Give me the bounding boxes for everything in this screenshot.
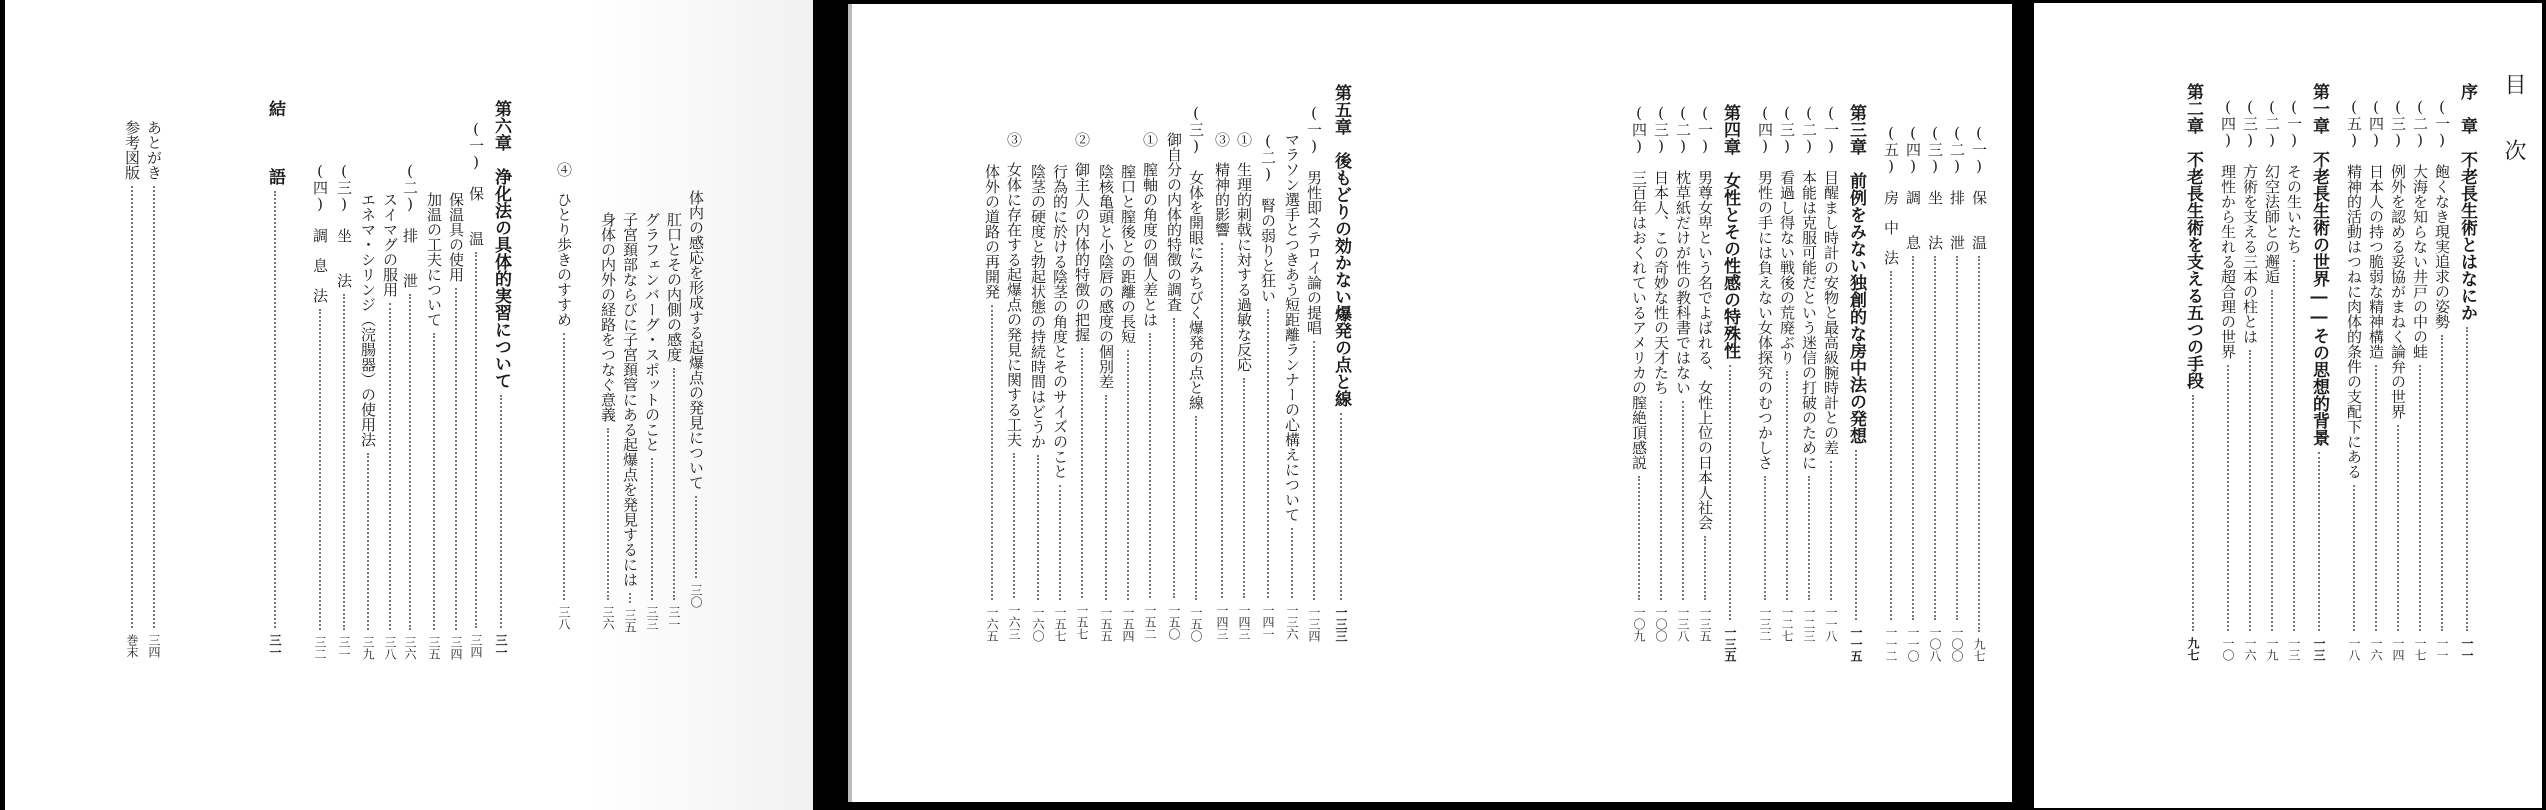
entry-title: (四) 男性の手には負えない女体探究のむつかしさ xyxy=(1756,104,1774,470)
toc-entry xyxy=(2368,98,2383,663)
entry-title: ④ ひとり歩きのすすめ xyxy=(555,162,573,327)
toc-entry xyxy=(1236,132,1251,642)
dot-leader xyxy=(2318,452,2320,631)
dot-leader xyxy=(1890,271,1892,620)
toc-entry xyxy=(382,192,397,662)
toc-page-2 xyxy=(848,4,1401,802)
dot-leader xyxy=(1173,318,1175,598)
entry-title: あとがき xyxy=(145,120,163,180)
toc-entry xyxy=(2412,98,2427,663)
page-number: 一三四 xyxy=(1307,606,1321,642)
dot-leader xyxy=(1081,348,1083,598)
entry-title: 序 章 不老長生術とはなにか xyxy=(2457,83,2477,321)
page-number: 三六 xyxy=(601,606,615,630)
dot-leader xyxy=(1105,395,1107,600)
page-number: 一五四 xyxy=(1121,606,1135,642)
toc-entry xyxy=(600,212,615,632)
page-number: 一一五 xyxy=(1849,626,1863,662)
entry-title: (三) 日本人、この奇妙な性の天才たち xyxy=(1652,104,1670,395)
toc-entry xyxy=(1188,104,1203,644)
entry-title: (二) 排 泄 xyxy=(1948,124,1966,250)
chapter-heading xyxy=(1332,84,1349,644)
toc-entry xyxy=(1927,124,1942,664)
toc-entry xyxy=(1306,104,1321,644)
entry-title: 行為的に於ける陰茎の角度とそのサイズのこと xyxy=(1051,164,1069,479)
page-number: 一一〇 xyxy=(1906,626,1920,662)
dot-leader xyxy=(1340,413,1342,600)
page-number: 一五〇 xyxy=(1167,604,1181,640)
dot-leader xyxy=(1195,416,1197,600)
page-number: 一一二 xyxy=(1884,626,1898,662)
entry-title: (三) 女体を開眼にみちびく爆発の点と線 xyxy=(1187,104,1205,410)
toc-entry xyxy=(402,162,417,662)
entry-title: (四) 理性から生れる超合理の世界 xyxy=(2219,98,2237,359)
page-number: 三九 xyxy=(361,636,375,660)
page-number: 九七 xyxy=(1972,638,1986,662)
dot-leader xyxy=(2441,335,2443,631)
entry-title: (一) 目醒まし時計の安物と最高級腕時計との差 xyxy=(1822,104,1840,455)
dot-leader xyxy=(475,252,477,628)
toc-entry xyxy=(1757,104,1772,644)
entry-title: (二) 幻空法師との邂逅 xyxy=(2263,98,2281,284)
dot-leader xyxy=(1764,476,1766,600)
page-number: 一〇〇 xyxy=(1950,626,1964,662)
page-number: 一二七 xyxy=(1780,606,1794,642)
page-number: 一六 xyxy=(2369,637,2383,661)
entry-title: (四) 調 息 法 xyxy=(311,162,329,303)
dot-leader xyxy=(1660,401,1662,600)
entry-title: 子宮頚部ならびに子宮頚管にある起爆点を発見するには xyxy=(621,212,639,587)
entry-title: (一) 保 温 xyxy=(467,120,485,246)
entry-title: (二) 本能は克服可能だという迷信の打破のために xyxy=(1800,104,1818,470)
entry-title: 加温の工夫について xyxy=(425,192,443,327)
toc-entry xyxy=(1074,132,1089,642)
entry-title: 御自分の内体的特徴の調査 xyxy=(1165,132,1183,312)
toc-entry xyxy=(556,162,571,632)
dot-leader xyxy=(629,593,631,603)
page-number: 九七 xyxy=(2186,637,2200,661)
toc-entry xyxy=(468,120,483,660)
toc-title: 目 次 xyxy=(2501,73,2526,161)
entry-title: 第二章 不老長生術を支える五つの手段 xyxy=(2183,83,2203,389)
entry-title: (一) 男尊女卑という名でよばれる、女性上位の日本人社会 xyxy=(1696,104,1714,530)
toc-entry xyxy=(2264,98,2279,663)
dot-leader xyxy=(1729,365,1731,620)
entry-title: マラソン選手とつきあう短距離ランナーの心構えについて xyxy=(1283,132,1301,522)
page-number: 三一 xyxy=(268,634,282,658)
entry-title: (一) 飽くなき現実追求の姿勢 xyxy=(2433,98,2451,329)
page-number: 一八 xyxy=(2347,637,2361,661)
entry-title: ② 御主人の内体的特徴の把握 xyxy=(1073,132,1091,342)
page-number: 一二三 xyxy=(1802,606,1816,642)
chapter-heading xyxy=(1721,104,1738,664)
entry-title: (二) 排 泄 xyxy=(401,162,419,288)
page-number: 一五〇 xyxy=(1189,606,1203,642)
toc-entry xyxy=(2242,98,2257,663)
dot-leader xyxy=(1912,256,1914,620)
toc-entry xyxy=(2390,98,2405,663)
page-number: 三五 xyxy=(427,636,441,660)
toc-entry xyxy=(666,212,681,632)
toc-entry xyxy=(1030,164,1045,644)
page-number: 一三 xyxy=(2287,637,2301,661)
entry-title: (二) 大海を知らない井戸の中の蛙 xyxy=(2411,98,2429,359)
entry-title: (一) 男性即ステロイ論の提唱 xyxy=(1305,104,1323,335)
toc-page-1 xyxy=(5,0,813,810)
dot-leader xyxy=(2249,350,2251,631)
dot-leader xyxy=(433,333,435,630)
page-number: 一三五 xyxy=(1698,606,1712,642)
toc-entry xyxy=(1675,104,1690,644)
dot-leader xyxy=(500,395,502,628)
page-number: 一三六 xyxy=(1285,604,1299,640)
dot-leader xyxy=(1267,309,1269,598)
chapter-heading xyxy=(2310,83,2327,663)
entry-title: 第三章 前例をみない独創的な房中法の発想 xyxy=(1846,104,1866,444)
page-number: 一四 xyxy=(2391,637,2405,661)
entry-title: 体内の感応を形成する起爆点の発見について xyxy=(687,190,705,490)
page-number: 一三 xyxy=(2312,637,2326,661)
dot-leader xyxy=(1243,378,1245,598)
entry-title: (三) 例外を認める妥協がまねく論弁の世界 xyxy=(2389,98,2407,419)
page-number: 三四 xyxy=(469,634,483,658)
toc-page-3 xyxy=(1401,4,2012,802)
entry-title: 第六章 浄化法の具体的実習について xyxy=(491,100,511,389)
dot-leader xyxy=(2466,327,2468,631)
page-number: 一〇九 xyxy=(1632,606,1646,642)
page-number: 一七 xyxy=(2413,637,2427,661)
chapter-heading xyxy=(492,100,509,660)
entry-title: スイマグの服用 xyxy=(381,192,399,297)
toc-entry xyxy=(1260,132,1275,642)
page-number: 一四三 xyxy=(1215,604,1229,640)
dot-leader xyxy=(2419,365,2421,631)
dot-leader xyxy=(673,368,675,600)
dot-leader xyxy=(1037,455,1039,600)
toc-entry xyxy=(1949,124,1964,664)
toc-entry xyxy=(124,120,139,660)
toc-entry xyxy=(1052,164,1067,644)
dot-leader xyxy=(131,186,133,628)
toc-entry xyxy=(1779,104,1794,644)
dot-leader xyxy=(1127,350,1129,600)
page-number: 一五七 xyxy=(1053,606,1067,642)
page-number: 三八 xyxy=(557,606,571,630)
toc-entry xyxy=(1801,104,1816,644)
toc-entry xyxy=(1006,132,1021,642)
entry-title: ③ 女体に存在する起爆点の発見に関する工夫 xyxy=(1005,132,1023,447)
chapter-heading xyxy=(266,100,283,660)
entry-title: (二) 枕草紙だけが性の教科書ではない xyxy=(1674,104,1692,395)
page-number: 一一 xyxy=(2435,637,2449,661)
toc-entry xyxy=(146,120,161,660)
toc-entry xyxy=(1098,164,1113,644)
page-number: 三四 xyxy=(147,634,161,658)
dot-leader xyxy=(695,496,697,578)
entry-title: 第五章 後もどりの効かない爆発の点と線 xyxy=(1331,84,1351,407)
toc-entry xyxy=(1166,132,1181,642)
toc-entry xyxy=(1971,124,1986,664)
page-number: 一〇八 xyxy=(1928,626,1942,662)
toc-entry xyxy=(1823,104,1838,644)
dot-leader xyxy=(563,333,565,600)
dot-leader xyxy=(2227,365,2229,631)
page-number: 一九 xyxy=(2265,637,2279,661)
entry-title: (四) 調 息 xyxy=(1904,124,1922,250)
dot-leader xyxy=(1978,256,1980,632)
entry-title: 陰核亀頭と小陰唇の感度の個別差 xyxy=(1097,164,1115,389)
toc-page-4 xyxy=(2034,3,2542,808)
dot-leader xyxy=(2353,485,2355,631)
entry-title: (一) その生いたち xyxy=(2285,98,2303,254)
toc-entry xyxy=(1120,164,1135,644)
entry-title: 第四章 女性とその性感の特殊性 xyxy=(1720,104,1740,359)
page-number: 三一 xyxy=(494,634,508,658)
dot-leader xyxy=(1956,256,1958,620)
entry-title: エネマ・シリンジ（浣腸器）の使用法 xyxy=(359,192,377,447)
page-number: 一三五 xyxy=(1723,626,1737,662)
toc-entry xyxy=(2346,98,2361,663)
entry-title: 膣口と膣後との距離の長短 xyxy=(1119,164,1137,344)
entry-title: 結 語 xyxy=(265,100,285,185)
dot-leader xyxy=(2271,290,2273,631)
dot-leader xyxy=(274,191,276,628)
toc-entry xyxy=(1905,124,1920,664)
page-number: 三一 xyxy=(337,636,351,660)
toc-entry xyxy=(1631,104,1646,644)
dot-leader xyxy=(1855,450,1857,620)
page-number: 一五五 xyxy=(1099,606,1113,642)
dot-leader xyxy=(455,288,457,630)
entry-title: (五) 精神的活動はつねに肉体的条件の支配下にある xyxy=(2345,98,2363,479)
page-number: 三四 xyxy=(449,636,463,660)
dot-leader xyxy=(607,428,609,600)
dot-leader xyxy=(389,303,391,630)
dot-leader xyxy=(1934,256,1936,620)
page-number: 三八 xyxy=(383,636,397,660)
toc-entry xyxy=(312,162,327,662)
dot-leader xyxy=(153,186,155,628)
entry-title: (三) 坐 法 xyxy=(335,162,353,288)
page-number: 一五七 xyxy=(1075,604,1089,640)
dot-leader xyxy=(1682,401,1684,600)
chapter-heading xyxy=(2184,83,2201,663)
entry-title: ① 生理的刺戟に対する過敏な反応 xyxy=(1235,132,1253,372)
dot-leader xyxy=(319,309,321,630)
dot-leader xyxy=(1013,453,1015,598)
page-number: 一六 xyxy=(2243,637,2257,661)
toc-entry xyxy=(426,192,441,662)
toc-entry xyxy=(360,192,375,662)
toc-entry xyxy=(1883,124,1898,664)
page-number: 三六 xyxy=(403,636,417,660)
entry-title: ③ 精神的影響 xyxy=(1213,132,1231,237)
entry-title: グラフェンバーグ・スポットのこと xyxy=(643,212,661,452)
dot-leader xyxy=(2375,365,2377,631)
dot-leader xyxy=(1830,461,1832,600)
dot-leader xyxy=(1704,536,1706,600)
entry-title: 第一章 不老長生術の世界――その思想的背景 xyxy=(2309,83,2329,446)
dot-leader xyxy=(1059,485,1061,600)
page-number: 一一 xyxy=(2460,637,2474,661)
toc-entry xyxy=(1653,104,1668,644)
entry-title: (三) 方術を支える三本の柱とは xyxy=(2241,98,2259,344)
entry-title: (三) 坐 法 xyxy=(1926,124,1944,250)
page-number: 一三八 xyxy=(1676,606,1690,642)
toc-entry xyxy=(2220,98,2235,663)
toc-entry xyxy=(1697,104,1712,644)
page-number: 一四一 xyxy=(1261,604,1275,640)
page-number: 三二 xyxy=(313,636,327,660)
page-number: 一四三 xyxy=(1237,604,1251,640)
dot-leader xyxy=(343,294,345,630)
dot-leader xyxy=(1313,341,1315,600)
dot-leader xyxy=(1149,333,1151,598)
entry-title: (四) 三百年はおくれているアメリカの膣絶頂感説 xyxy=(1630,104,1648,470)
toc-entry xyxy=(1214,132,1229,642)
dot-leader xyxy=(2192,395,2194,631)
page-number: 三三 xyxy=(645,606,659,630)
entry-title: ① 膣軸の角度の個人差とは xyxy=(1141,132,1159,327)
toc-entry xyxy=(622,212,637,632)
entry-title: (一) 保 温 xyxy=(1970,124,1988,250)
chapter-heading xyxy=(2458,83,2475,663)
page-number: 一六五 xyxy=(985,606,999,642)
page-number: 一五二 xyxy=(1143,604,1157,640)
entry-title: 身体の内外の経路をつなぐ意義 xyxy=(599,212,617,422)
toc-entry xyxy=(984,164,999,644)
page-number: 巻末 xyxy=(125,634,139,658)
page-number: 一三三 xyxy=(1334,606,1348,642)
chapter-heading xyxy=(1847,104,1864,664)
dot-leader xyxy=(1638,476,1640,600)
dot-leader xyxy=(1808,476,1810,600)
page-number: 一一八 xyxy=(1824,606,1838,642)
dot-leader xyxy=(1786,371,1788,600)
page-number: 一〇〇 xyxy=(1654,606,1668,642)
toc-entry xyxy=(336,162,351,662)
page-number: 一六〇 xyxy=(1031,606,1045,642)
toc-entry xyxy=(1142,132,1157,642)
toc-entry xyxy=(2434,98,2449,663)
entry-title: (四) 日本人の持つ脆弱な精神構造 xyxy=(2367,98,2385,359)
page-number: 三〇 xyxy=(689,584,703,608)
dot-leader xyxy=(651,458,653,600)
toc-entry xyxy=(2286,98,2301,663)
dot-leader xyxy=(409,294,411,630)
entry-title: 参考図版 xyxy=(123,120,141,180)
entry-title: (五) 房 中 法 xyxy=(1882,124,1900,265)
page-number: 三一 xyxy=(667,606,681,630)
dot-leader xyxy=(1221,243,1223,598)
entry-title: 体外の道路の再開発 xyxy=(983,164,1001,299)
toc-entry xyxy=(644,212,659,632)
dot-leader xyxy=(2293,260,2295,631)
entry-title: 肛口とその内側の感度 xyxy=(665,212,683,362)
entry-title: (三) 看過し得ない戦後の荒廃ぶり xyxy=(1778,104,1796,365)
entry-title: (二) 腎の弱りと狂い xyxy=(1259,132,1277,303)
page-number: 一三二 xyxy=(1758,606,1772,642)
page-number: 一〇 xyxy=(2221,637,2235,661)
entry-title: 保温具の使用 xyxy=(447,192,465,282)
toc-entry xyxy=(448,192,463,662)
toc-entry xyxy=(688,190,703,610)
page-number: 一六三 xyxy=(1007,604,1021,640)
dot-leader xyxy=(367,453,369,630)
page-number: 三五 xyxy=(623,609,637,633)
dot-leader xyxy=(991,305,993,600)
dot-leader xyxy=(1291,528,1293,598)
toc-entry xyxy=(1284,132,1299,642)
dot-leader xyxy=(2397,425,2399,631)
entry-title: 陰茎の硬度と勃起状態の持続時間はどうか xyxy=(1029,164,1047,449)
